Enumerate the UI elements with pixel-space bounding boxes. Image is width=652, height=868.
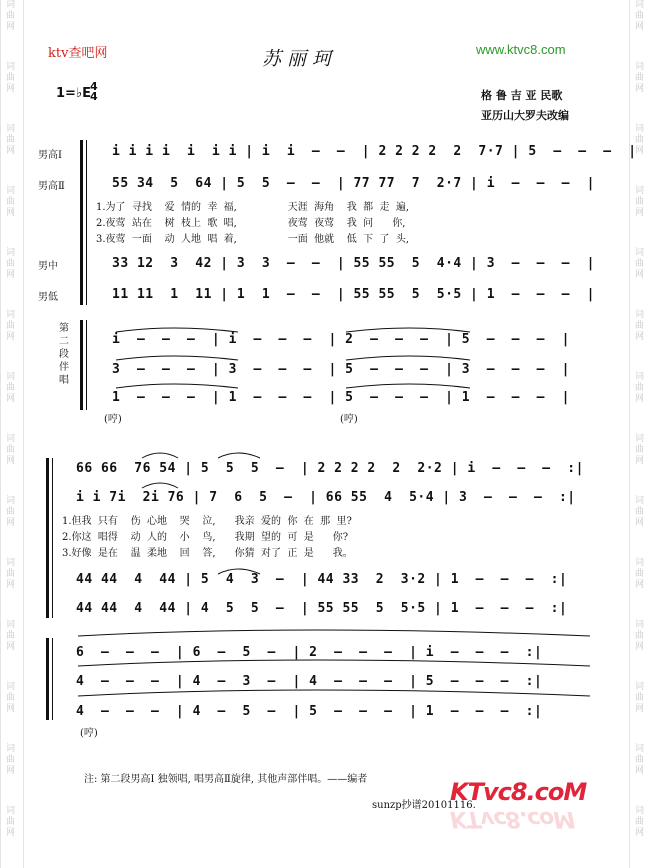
ties-system2 bbox=[70, 448, 610, 708]
watermark-text: 词曲网 bbox=[635, 806, 645, 838]
tie bbox=[116, 384, 238, 388]
watermark-text: 词曲网 bbox=[6, 806, 16, 838]
slur bbox=[218, 453, 260, 458]
time-denominator: 4 bbox=[90, 90, 98, 103]
watermark-text: 词曲网 bbox=[6, 372, 16, 404]
part-label-alto: 男中 bbox=[38, 261, 58, 272]
alto-line-1: 33 12 3 42 | 3 3 – – | 55 55 5 4·4 | 3 – – – | bbox=[112, 256, 595, 271]
part-label-tenor1: 男高Ⅰ bbox=[38, 150, 62, 161]
slur bbox=[142, 483, 178, 488]
editor-footnote: 注: 第二段男高Ⅰ 独领唱, 唱男高Ⅱ旋律, 其他声部伴唱。——编者 bbox=[84, 774, 368, 785]
watermark-text: 词曲网 bbox=[6, 0, 16, 32]
tie bbox=[78, 630, 590, 636]
watermark-text: 词曲网 bbox=[6, 62, 16, 94]
accomp2-line-1: 3 – – – | 3 – – – | 5 – – – | 3 – – – | bbox=[112, 362, 570, 377]
accomp3-line-2: 4 – – – | 4 – 5 – | 5 – – – | 1 – – – :| bbox=[76, 704, 543, 719]
accomp2-line-2: 4 – – – | 4 – 3 – | 4 – – – | 5 – – – :| bbox=[76, 674, 543, 689]
system2-acc-left-bar bbox=[52, 638, 53, 720]
accomp1-line-2: 6 – – – | 6 – 5 – | 2 – – – | i – – – :| bbox=[76, 645, 543, 660]
lyric-verse3-line-2: 3.好像 是在 温 柔地 回 答, 你猜 对了 正 是 我。 bbox=[62, 548, 353, 559]
watermark-text: 词曲网 bbox=[635, 496, 645, 528]
ktvc8-logo-reflection: KTvc8.coM bbox=[450, 806, 575, 831]
site-name-left: ktv查吧网 bbox=[48, 46, 108, 61]
tie bbox=[346, 328, 470, 332]
system1-bracket bbox=[80, 140, 83, 305]
watermark-text: 词曲网 bbox=[635, 124, 645, 156]
watermark-text: 词曲网 bbox=[635, 434, 645, 466]
time-signature bbox=[90, 82, 98, 102]
watermark-text: 词曲网 bbox=[635, 744, 645, 776]
part-label-tenor2: 男高Ⅱ bbox=[38, 181, 65, 192]
watermark-text: 词曲网 bbox=[6, 620, 16, 652]
watermark-text: 词曲网 bbox=[635, 310, 645, 342]
watermark-text: 词曲网 bbox=[635, 0, 645, 32]
lyric-verse1-line-2: 1.但我 只有 伤 心地 哭 泣, 我亲 爱的 你 在 那 里? bbox=[62, 516, 352, 527]
hum-mark: (哼) bbox=[104, 414, 122, 425]
watermark-text: 词曲网 bbox=[635, 62, 645, 94]
watermark-text: 词曲网 bbox=[6, 496, 16, 528]
song-title: 苏丽珂 bbox=[262, 48, 338, 70]
credit-origin: 格 鲁 吉 亚 民歌 bbox=[481, 89, 563, 102]
slur bbox=[142, 453, 178, 458]
tenor1-line-1: i i i i i i i | i i – – | 2 2 2 2 2 7·7 | 5 – – – | bbox=[112, 144, 637, 159]
lyric-verse2-line-1: 2.夜莺 站在 树 枝上 歌 唱, 夜莺 夜莺 我 问 你, bbox=[96, 218, 406, 229]
tie bbox=[78, 660, 590, 666]
time-numerator: 4 bbox=[90, 80, 98, 93]
system2-bracket bbox=[46, 458, 49, 618]
watermark-text: 词曲网 bbox=[635, 248, 645, 280]
tie bbox=[346, 356, 470, 360]
watermark-text: 词曲网 bbox=[6, 186, 16, 218]
system1-acc-bracket bbox=[80, 320, 83, 410]
system1-left-bar bbox=[86, 140, 87, 305]
transcriber-signature: sunzp抄谱20101116. bbox=[372, 800, 476, 811]
hum-mark: (哼) bbox=[80, 728, 98, 739]
hum-mark: (哼) bbox=[340, 414, 358, 425]
lyric-verse2-line-2: 2.你这 唱得 动 人的 小 鸟, 我期 望的 可 是 你? bbox=[62, 532, 349, 543]
watermark-text: 词曲网 bbox=[6, 310, 16, 342]
watermark-text: 词曲网 bbox=[6, 434, 16, 466]
tenor2-line-1: 55 34 5 64 | 5 5 – – | 77 77 7 2·7 | i – – – | bbox=[112, 176, 595, 191]
tie bbox=[116, 328, 238, 332]
accomp1-line-1: i – – – | i – – – | 2 – – – | 5 – – – | bbox=[112, 332, 570, 347]
tie bbox=[116, 356, 238, 360]
watermark-text: 词曲网 bbox=[6, 248, 16, 280]
site-url-right: www.ktvc8.com bbox=[476, 42, 566, 57]
tie bbox=[78, 690, 590, 696]
slur bbox=[218, 569, 260, 574]
accomp3-line-1: 1 – – – | 1 – – – | 5 – – – | 1 – – – | bbox=[112, 390, 570, 405]
watermark-text: 词曲网 bbox=[635, 372, 645, 404]
watermark-text: 词曲网 bbox=[6, 558, 16, 590]
lyric-verse1-line-1: 1.为了 寻找 爱 情的 幸 福, 天涯 海角 我 都 走 遍, bbox=[96, 202, 410, 213]
alto-line-2: 44 44 4 44 | 5 4 3 – | 44 33 2 3·2 | 1 – – – :| bbox=[76, 572, 568, 587]
bass-line-2: 44 44 4 44 | 4 5 5 – | 55 55 5 5·5 | 1 – – – :| bbox=[76, 601, 568, 616]
key-signature: 1=♭E bbox=[56, 86, 91, 101]
system2-left-bar bbox=[52, 458, 53, 618]
watermark-text: 词曲网 bbox=[6, 744, 16, 776]
watermark-text: 词曲网 bbox=[6, 124, 16, 156]
tenor1-line-2: 66 66 76 54 | 5 5 5 – | 2 2 2 2 2 2·2 | i – – – :| bbox=[76, 461, 584, 476]
part-label-accomp: 第 二 段 伴 唱 bbox=[59, 323, 69, 386]
credit-arranger: 亚历山大罗夫改编 bbox=[481, 109, 569, 122]
lyric-verse3-line-1: 3.夜莺 一面 动 人地 唱 着, 一面 他就 低 下 了 头, bbox=[96, 234, 410, 245]
system1-acc-left-bar bbox=[86, 320, 87, 410]
watermark-text: 词曲网 bbox=[635, 620, 645, 652]
part-label-bass: 男低 bbox=[38, 292, 58, 303]
tenor2-line-2: i i 7i 2i 76 | 7 6 5 – | 66 55 4 5·4 | 3 – – – :| bbox=[76, 490, 576, 505]
watermark-text: 词曲网 bbox=[635, 186, 645, 218]
watermark-text: 词曲网 bbox=[6, 682, 16, 714]
watermark-text: 词曲网 bbox=[635, 682, 645, 714]
tie bbox=[346, 384, 470, 388]
left-watermark-strip bbox=[0, 0, 24, 868]
bass-line-1: 11 11 1 11 | 1 1 – – | 55 55 5 5·5 | 1 – – – | bbox=[112, 287, 595, 302]
watermark-text: 词曲网 bbox=[635, 558, 645, 590]
system2-acc-bracket bbox=[46, 638, 49, 720]
ktvc8-logo: KTvc8.coM bbox=[450, 778, 587, 806]
ties-system1 bbox=[110, 322, 610, 402]
right-watermark-strip bbox=[629, 0, 652, 868]
